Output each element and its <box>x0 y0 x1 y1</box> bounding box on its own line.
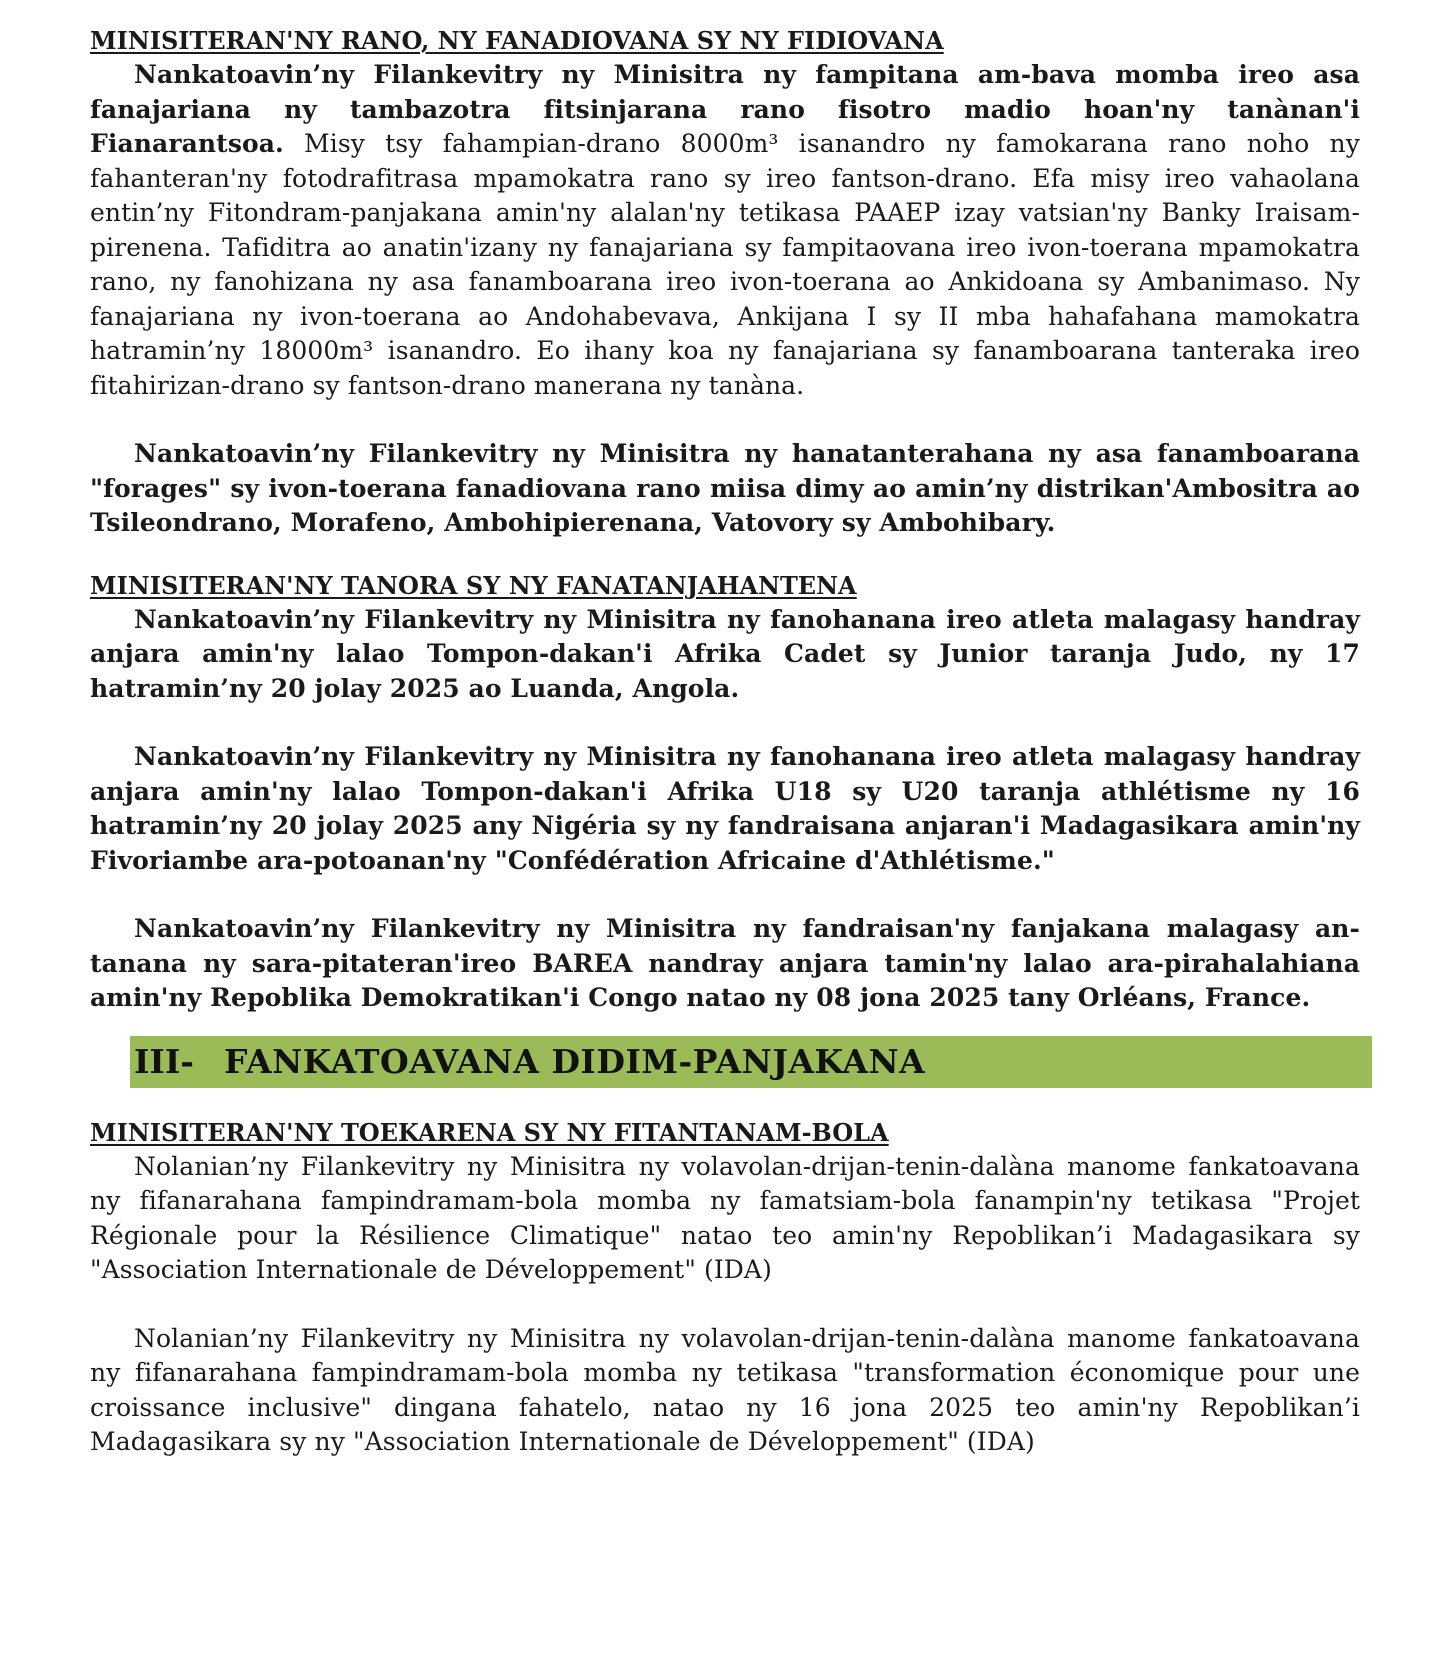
paragraph-rano-1-rest: Misy tsy fahampian-drano 8000m³ isanandro ny famokarana rano noho ny fahanteran'ny fotodrafitrasa mpamokatra rano sy ireo fantson-drano. Efa misy ireo vahaolana entin’ny Fitondram-panjakana amin'ny alalan'ny tetikasa PAAEP izay vatsian'ny Banky Iraisam-pirenena. Tafiditra ao anatin'izany ny fanajariana sy fampitaovana ireo ivon-toerana mpamokatra rano, ny fanohizana ny asa fanamboarana ireo ivon-toerana ao Ankidoana sy Ambanimaso. Ny fanajariana ny ivon-toerana ao Andohabevava, Ankijana I sy II mba hahafahana mamokatra hatramin’ny 18000m³ isanandro. Eo ihany koa ny fanajariana sy fanamboarana tanteraka ireo fitahirizan-drano sy fantson-drano manerana ny tanàna. <box>90 129 1360 400</box>
paragraph-tanora-2: Nankatoavin’ny Filankevitry ny Minisitra ny fanohanana ireo atleta malagasy handray anjara amin'ny lalao Tompon-dakan'i Afrika U18 sy U20 taranja athlétisme ny 16 hatramin’ny 20 jolay 2025 any Nigéria sy ny fandraisana anjaran'i Madagasikara amin'ny Fivoriambe ara-potoanan'ny "Confédération Africaine d'Athlétisme." <box>90 742 1360 875</box>
section-heading-toekarena: MINISITERAN'NY TOEKARENA SY NY FITANTANAM-BOLA <box>90 1117 889 1147</box>
section-heading-tanora: MINISITERAN'NY TANORA SY NY FANATANJAHANTENA <box>90 570 857 600</box>
paragraph-rano-2: Nankatoavin’ny Filankevitry ny Minisitra ny hanatanterahana ny asa fanamboarana "forages" sy ivon-toerana fanadiovana rano miisa dimy ao amin’ny distrikan'Ambositra ao Tsileondrano, Morafeno, Ambohipierenana, Vatovory sy Ambohibary. <box>90 439 1360 537</box>
paragraph-rano-1 <box>90 58 1360 403</box>
paragraph-toekarena-2: Nolanian’ny Filankevitry ny Minisitra ny volavolan-drijan-tenin-dalàna manome fankatoavana ny fifanarahana fampindramam-bola momba ny tetikasa "transformation économique pour une croissance inclusive" dingana fahatelo, natao ny 16 jona 2025 teo amin'ny Repoblikan’i Madagasikara sy ny "Association Internationale de Développement" (IDA) <box>90 1323 1360 1456</box>
paragraph-rano-1-bold: Nankatoavin’ny Filankevitry ny Minisitra ny fampitana am-bava momba ireo asa fanajariana ny tambazotra fitsinjarana rano fisotro madio hoan'ny tanànan'i Fianarantsoa. <box>90 60 1360 158</box>
document-page <box>90 24 1360 1460</box>
paragraph-tanora-3: Nankatoavin’ny Filankevitry ny Minisitra ny fandraisan'ny fanjakana malagasy an-tanana ny sara-pitateran'ireo BAREA nandray anjara tamin'ny lalao ara-pirahalahiana amin'ny Repoblika Demokratikan'i Congo natao ny 08 jona 2025 tany Orléans, France. <box>90 914 1360 1012</box>
paragraph-toekarena-1: Nolanian’ny Filankevitry ny Minisitra ny volavolan-drijan-tenin-dalàna manome fankatoavana ny fifanarahana fampindramam-bola momba ny famatsiam-bola fanampin'ny tetikasa "Projet Régionale pour la Résilience Climatique" natao teo amin'ny Repoblikan’i Madagasikara sy "Association Internationale de Développement" (IDA) <box>90 1151 1360 1284</box>
paragraph-tanora-1: Nankatoavin’ny Filankevitry ny Minisitra ny fanohanana ireo atleta malagasy handray anjara amin'ny lalao Tompon-dakan'i Afrika Cadet sy Junior taranja Judo, ny 17 hatramin’ny 20 jolay 2025 ao Luanda, Angola. <box>90 604 1360 703</box>
section-banner <box>130 1036 1372 1088</box>
banner-number: III- <box>134 1042 195 1081</box>
section-heading-rano: MINISITERAN'NY RANO, NY FANADIOVANA SY NY FIDIOVANA <box>90 26 944 55</box>
banner-title: FANKATOAVANA DIDIM-PANJAKANA <box>224 1042 926 1081</box>
